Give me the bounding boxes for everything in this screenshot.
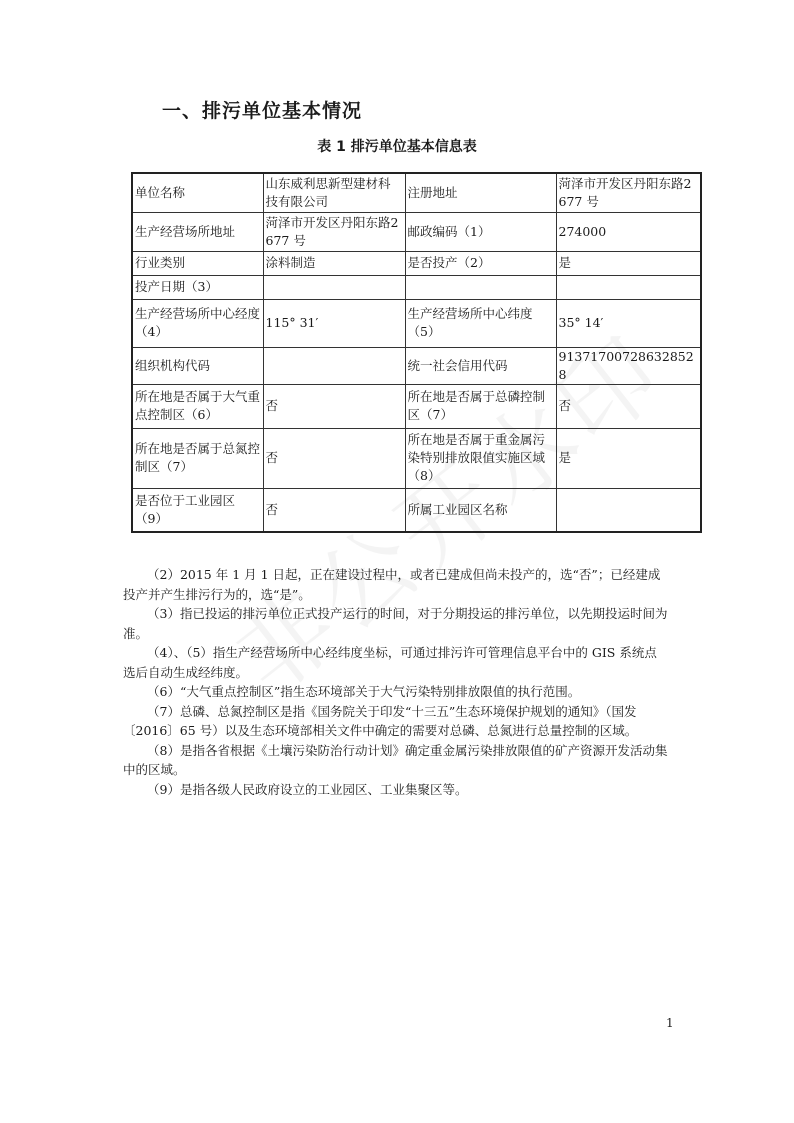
page-number: 1 — [666, 1016, 674, 1030]
table-row — [132, 384, 701, 428]
table-cell — [405, 275, 556, 299]
table-cell: 否 — [556, 384, 701, 428]
table-cell: 否 — [263, 384, 405, 428]
table-row — [132, 251, 701, 275]
table-cell — [263, 275, 405, 299]
table-row — [132, 212, 701, 251]
table-cell: 是否投产（2） — [405, 251, 556, 275]
table-notes — [123, 565, 669, 799]
table-caption: 表 1 排污单位基本信息表 — [317, 139, 477, 155]
note-item: （4）、（5）指生产经营场所中心经纬度坐标，可通过排污许可管理信息平台中的 GIS 系统点选后自动生成经纬度。 — [123, 645, 657, 680]
table-cell: 单位名称 — [132, 173, 263, 212]
table-row — [132, 275, 701, 299]
table-cell: 涂料制造 — [263, 251, 405, 275]
table-row — [132, 347, 701, 384]
table-cell: 是否位于工业园区（9） — [132, 488, 263, 532]
table-cell: 邮政编码（1） — [405, 212, 556, 251]
table-cell — [556, 275, 701, 299]
table-row — [132, 488, 701, 532]
note-item: （3）指已投运的排污单位正式投产运行的时间，对于分期投运的排污单位，以先期投运时间为准。 — [123, 606, 668, 641]
table-cell: 是 — [556, 428, 701, 488]
note-item: （7）总磷、总氮控制区是指《国务院关于印发“十三五”生态环境保护规划的通知》（国发〔2016〕65 号）以及生态环境部相关文件中确定的需要对总磷、总氮进行总量控制的区域。 — [123, 703, 638, 738]
note-item: （9）是指各级人民政府设立的工业园区、工业集聚区等。 — [147, 781, 468, 797]
table-cell: 否 — [263, 488, 405, 532]
table-cell: 35° 14′ — [556, 299, 701, 347]
table-cell — [556, 488, 701, 532]
table-cell: 否 — [263, 428, 405, 488]
table-cell: 菏泽市开发区丹阳东路2677 号 — [556, 173, 701, 212]
table-cell: 山东威利思新型建材科技有限公司 — [263, 173, 405, 212]
table-cell: 生产经营场所中心经度（4） — [132, 299, 263, 347]
table-cell: 是 — [556, 251, 701, 275]
table-cell: 行业类别 — [132, 251, 263, 275]
note-item: （6）“大气重点控制区”指生态环境部关于大气污染特别排放限值的执行范围。 — [147, 684, 581, 699]
note-item: （8）是指各省根据《土壤污染防治行动计划》确定重金属污染排放限值的矿产资源开发活动集中的区域。 — [123, 742, 668, 777]
info-table — [131, 172, 702, 533]
table-cell: 菏泽市开发区丹阳东路2677 号 — [263, 212, 405, 251]
table-cell: 生产经营场所中心纬度（5） — [405, 299, 556, 347]
table-cell: 91371700728632852​8 — [556, 347, 701, 384]
table-cell: 所在地是否属于总氮控制区（7） — [132, 428, 263, 488]
table-cell — [263, 347, 405, 384]
table-cell: 组织机构代码 — [132, 347, 263, 384]
note-item: （2）2015 年 1 月 1 日起，正在建设过程中，或者已建成但尚未投产的，选“否”；已经建成投产并产生排污行为的，选“是”。 — [123, 567, 661, 602]
table-cell: 统一社会信用代码 — [405, 347, 556, 384]
table-cell: 所在地是否属于总磷控制区（7） — [405, 384, 556, 428]
table-cell: 115° 31′ — [263, 299, 405, 347]
table-cell: 所属工业园区名称 — [405, 488, 556, 532]
table-cell: 生产经营场所地址 — [132, 212, 263, 251]
table-row — [132, 173, 701, 212]
table-cell: 所在地是否属于重金属污染特别排放限值实施区域（8） — [405, 428, 556, 488]
table-cell: 所在地是否属于大气重点控制区（6） — [132, 384, 263, 428]
table-row — [132, 299, 701, 347]
table-cell: 注册地址 — [405, 173, 556, 212]
table-cell: 274000 — [556, 212, 701, 251]
table-row — [132, 428, 701, 488]
section-heading: 一、排污单位基本情况 — [162, 100, 363, 122]
table-cell: 投产日期（3） — [132, 275, 263, 299]
